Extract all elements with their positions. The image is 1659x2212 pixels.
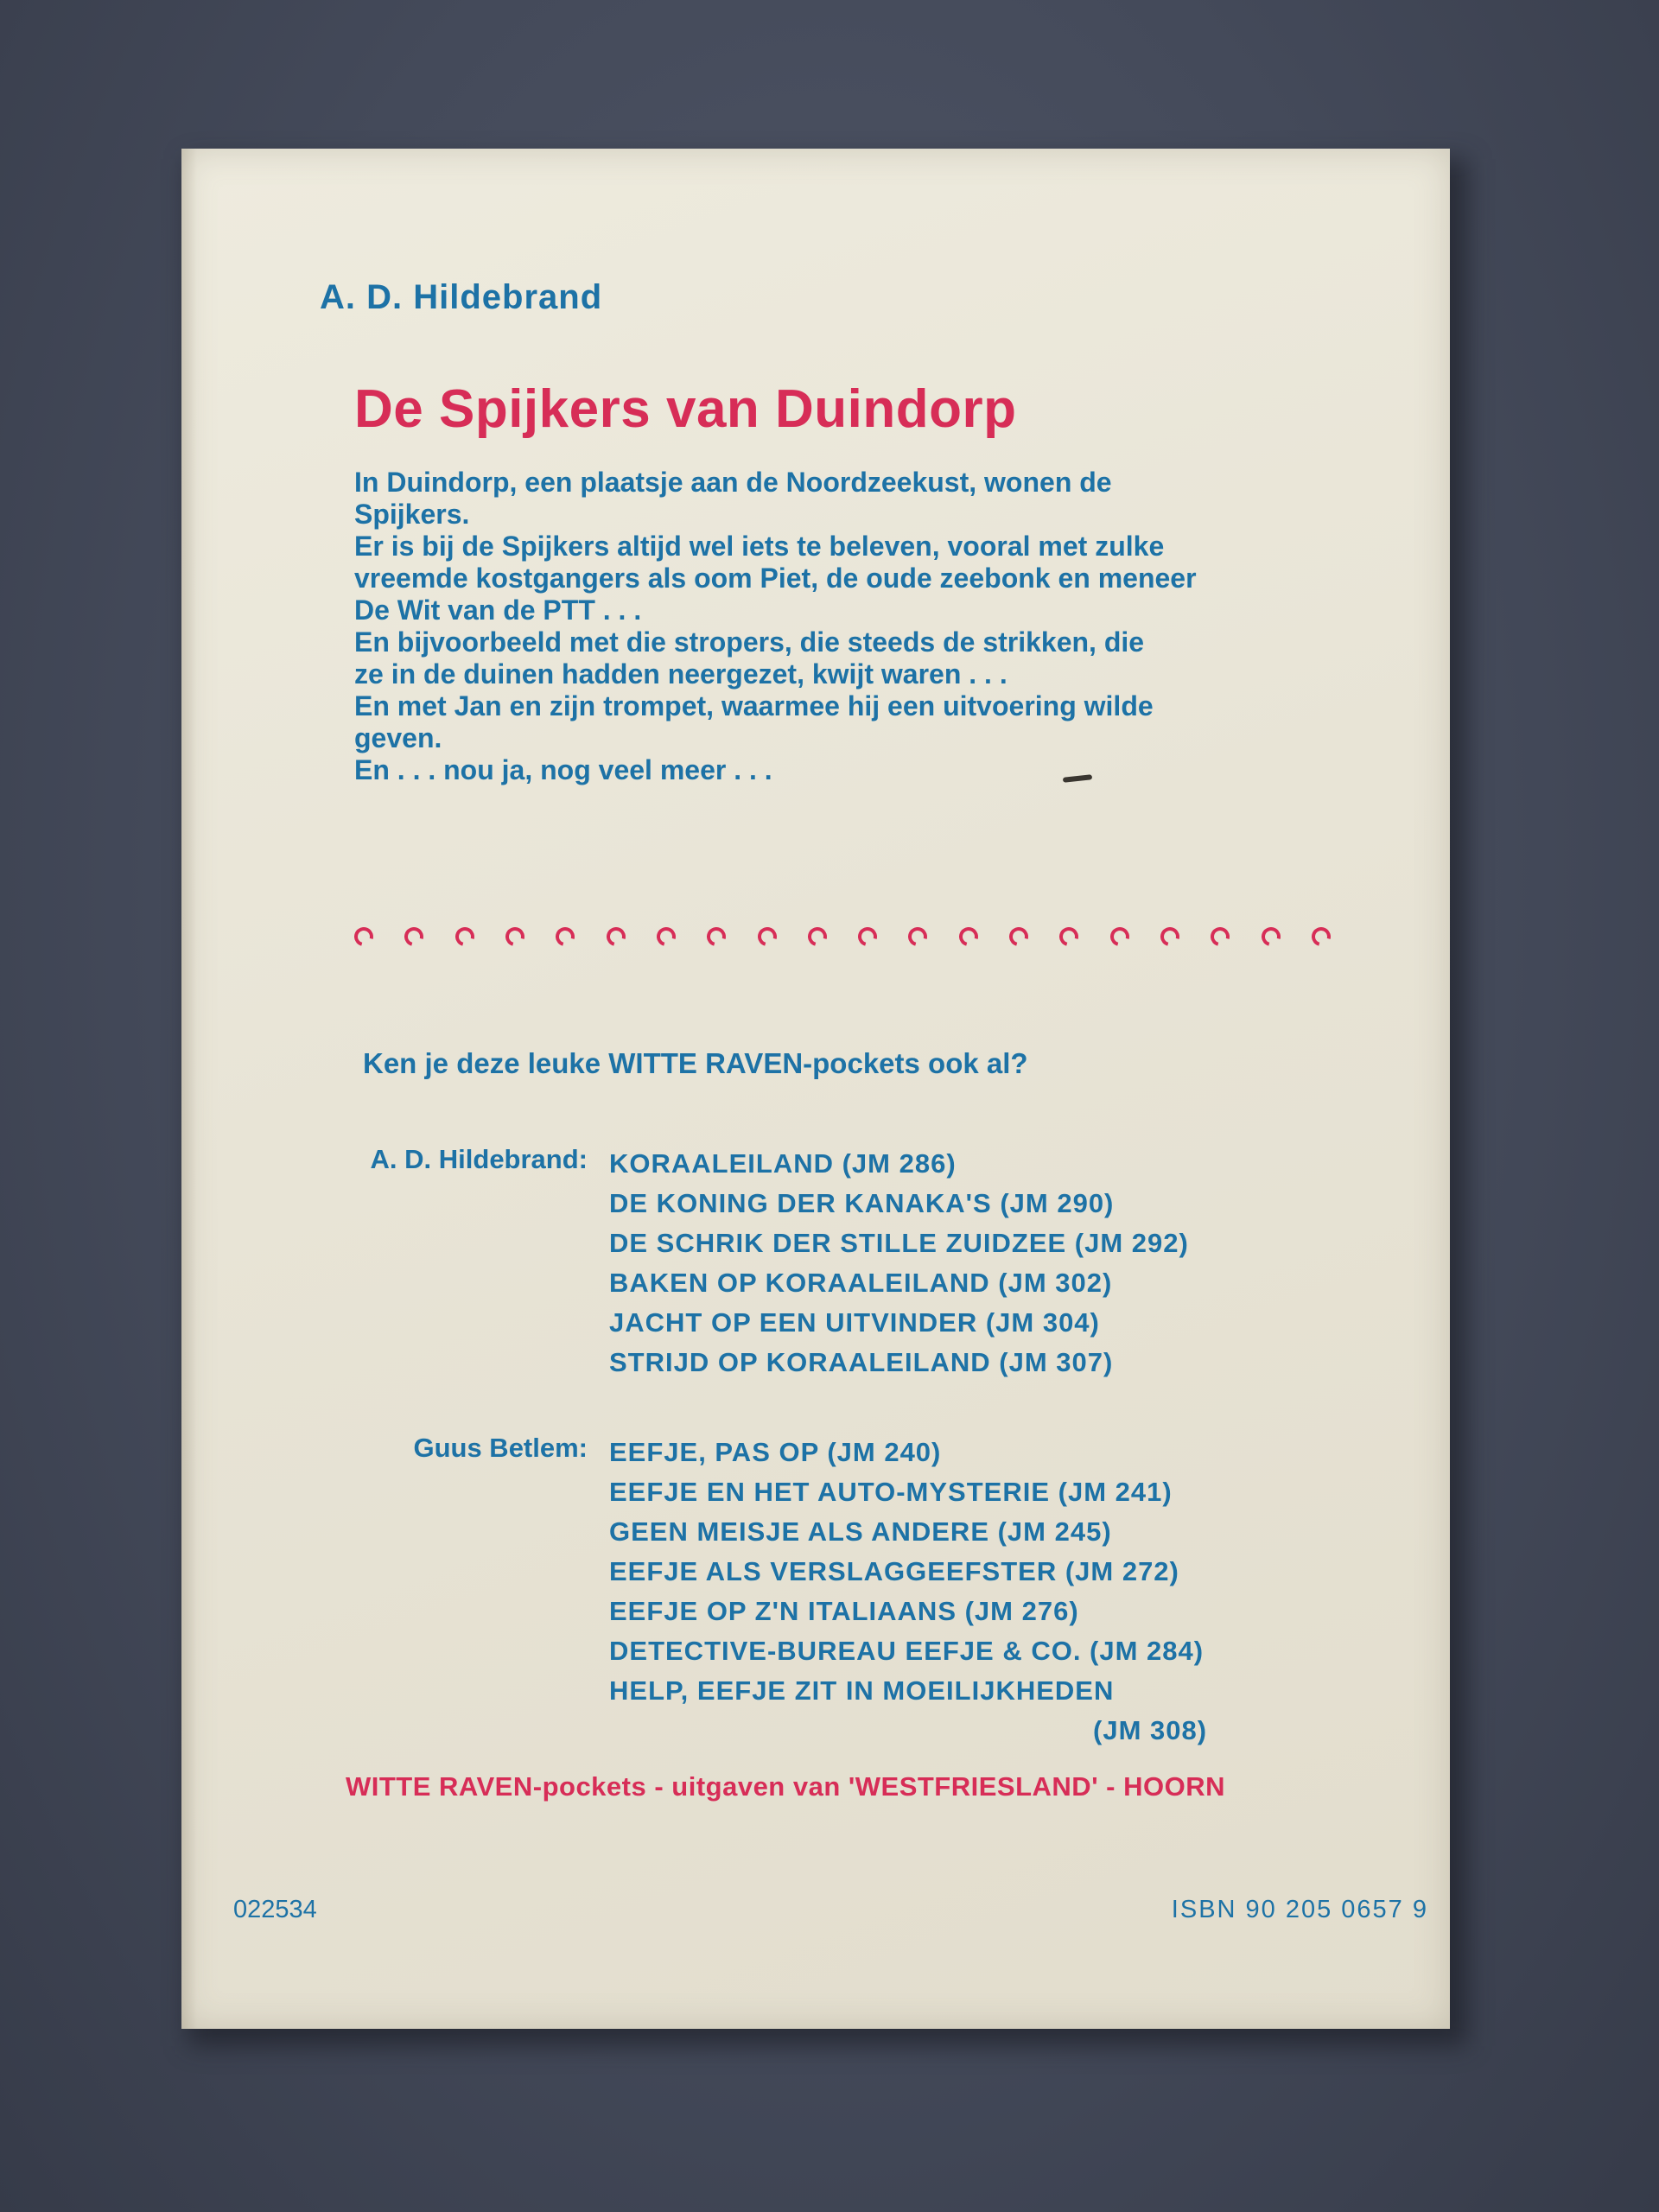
publisher-line: WITTE RAVEN-pockets - uitgaven van 'WESTFRIESLAND' - HOORN [346, 1771, 1226, 1802]
book-item: EEFJE EN HET AUTO-MYSTERIE (JM 241) [609, 1477, 1173, 1507]
blurb-line: Spijkers. [354, 499, 470, 530]
book-item: DE SCHRIK DER STILLE ZUIDZEE (JM 292) [609, 1228, 1189, 1258]
book-item: DETECTIVE-BUREAU EEFJE & CO. (JM 284) [609, 1636, 1205, 1666]
blurb-line: ze in de duinen hadden neergezet, kwijt waren . . . [354, 658, 1007, 690]
book-item: EEFJE OP Z'N ITALIAANS (JM 276) [609, 1596, 1079, 1626]
blurb-line: In Duindorp, een plaatsje aan de Noordzeekust, wonen de [354, 467, 1112, 498]
blurb-line: En . . . nou ja, nog veel meer . . . [354, 754, 772, 785]
blurb-line: vreemde kostgangers als oom Piet, de oude zeebonk en meneer [354, 563, 1197, 594]
series-question: Ken je deze leuke WITTE RAVEN-pockets ook al? [363, 1047, 1028, 1079]
author-name: A. D. Hildebrand [320, 278, 603, 316]
group-author: Guus Betlem: [413, 1433, 588, 1463]
book-item: KORAALEILAND (JM 286) [609, 1148, 957, 1179]
group-author: A. D. Hildebrand: [370, 1144, 588, 1174]
ornament-divider [354, 919, 1331, 954]
book-item: JACHT OP EEN UITVINDER (JM 304) [609, 1307, 1100, 1338]
book-item: DE KONING DER KANAKA'S (JM 290) [609, 1188, 1115, 1218]
book-item: GEEN MEISJE ALS ANDERE (JM 245) [609, 1516, 1112, 1547]
book-list [609, 1144, 1189, 1382]
book-back-cover [181, 149, 1450, 2029]
book-item-continuation: (JM 308) [1093, 1715, 1208, 1745]
book-list [609, 1433, 1207, 1751]
book-item: STRIJD OP KORAALEILAND (JM 307) [609, 1347, 1114, 1377]
blurb-line: geven. [354, 722, 442, 753]
isbn-number: ISBN 90 205 0657 9 [1171, 1896, 1428, 1923]
blurb-line: En met Jan en zijn trompet, waarmee hij een uitvoering wilde [354, 690, 1154, 721]
blurb-text [354, 467, 1322, 786]
book-item: BAKEN OP KORAALEILAND (JM 302) [609, 1268, 1113, 1298]
blurb-line: Er is bij de Spijkers altijd wel iets te beleven, vooral met zulke [354, 531, 1165, 562]
blurb-line: De Wit van de PTT . . . [354, 594, 642, 626]
book-item: EEFJE, PAS OP (JM 240) [609, 1437, 942, 1467]
blurb-line: En bijvoorbeeld met die stropers, die steeds de strikken, die [354, 626, 1145, 658]
book-item: HELP, EEFJE ZIT IN MOEILIJKHEDEN [609, 1675, 1115, 1706]
catalog-code: 022534 [233, 1896, 317, 1923]
book-title: De Spijkers van Duindorp [354, 379, 1017, 439]
book-item: EEFJE ALS VERSLAGGEEFSTER (JM 272) [609, 1556, 1179, 1586]
